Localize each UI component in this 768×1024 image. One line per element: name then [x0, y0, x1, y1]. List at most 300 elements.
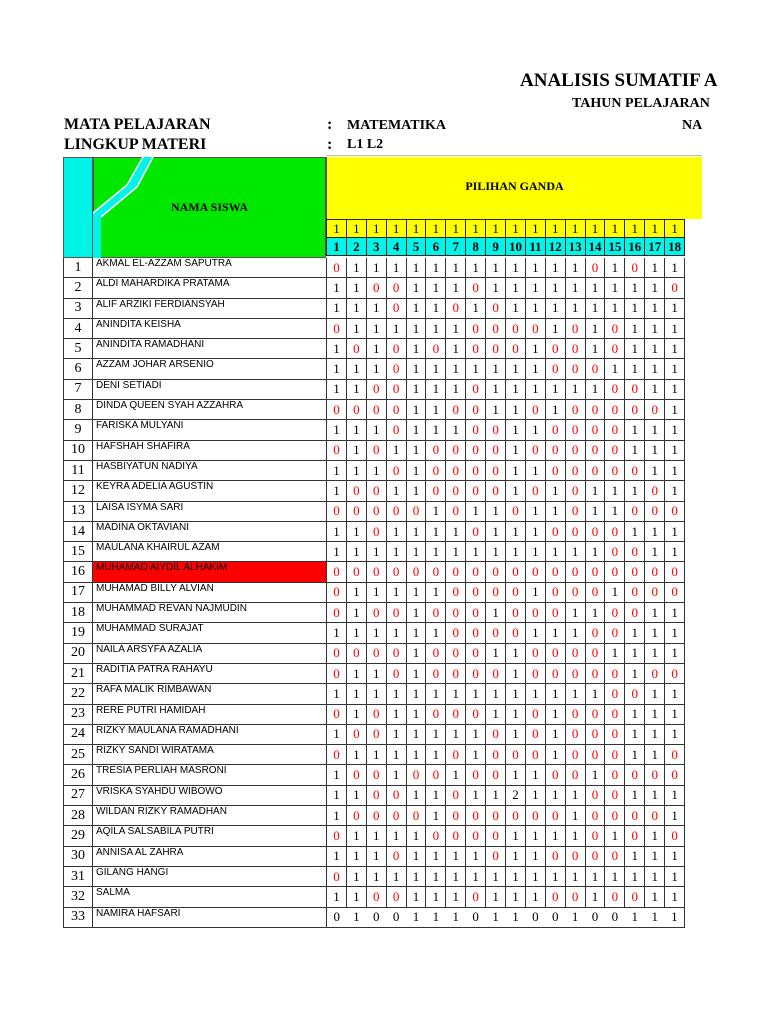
answer-score-cell[interactable]: 0	[545, 846, 565, 866]
student-name-cell[interactable]: MUHAMAD AIYDIL ALHAKIM	[93, 562, 327, 582]
answer-score-cell[interactable]: 1	[426, 420, 446, 440]
answer-score-cell[interactable]: 1	[506, 765, 526, 785]
answer-score-cell[interactable]: 1	[645, 866, 665, 886]
answer-score-cell[interactable]: 1	[346, 704, 366, 724]
answer-score-cell[interactable]: 1	[665, 359, 685, 379]
score-weight-cell[interactable]: 1	[506, 220, 526, 238]
answer-score-cell[interactable]: 0	[645, 562, 665, 582]
answer-score-cell[interactable]: 0	[585, 420, 605, 440]
answer-score-cell[interactable]: 1	[625, 785, 645, 805]
answer-score-cell[interactable]: 0	[386, 379, 406, 399]
answer-score-cell[interactable]: 0	[545, 420, 565, 440]
answer-score-cell[interactable]: 0	[525, 603, 545, 623]
answer-score-cell[interactable]: 0	[665, 745, 685, 765]
answer-score-cell[interactable]: 1	[426, 542, 446, 562]
answer-score-cell[interactable]: 0	[585, 359, 605, 379]
answer-score-cell[interactable]: 1	[406, 826, 426, 846]
student-number-cell[interactable]: 16	[64, 562, 93, 582]
answer-score-cell[interactable]: 1	[426, 258, 446, 278]
answer-score-cell[interactable]: 0	[327, 643, 347, 663]
answer-score-cell[interactable]: 0	[525, 318, 545, 338]
student-name-cell[interactable]: AKMAL EL-AZZAM SAPUTRA	[93, 258, 327, 278]
answer-score-cell[interactable]: 1	[525, 359, 545, 379]
answer-score-cell[interactable]: 1	[346, 846, 366, 866]
answer-score-cell[interactable]: 1	[466, 724, 486, 744]
answer-score-cell[interactable]: 1	[525, 765, 545, 785]
answer-score-cell[interactable]: 1	[426, 684, 446, 704]
answer-score-cell[interactable]: 0	[446, 481, 466, 501]
answer-score-cell[interactable]: 1	[406, 663, 426, 683]
answer-score-cell[interactable]: 1	[327, 887, 347, 907]
answer-score-cell[interactable]: 0	[366, 379, 386, 399]
answer-score-cell[interactable]: 1	[506, 440, 526, 460]
answer-score-cell[interactable]: 0	[545, 603, 565, 623]
student-number-cell[interactable]: 26	[64, 765, 93, 785]
student-name-cell[interactable]: GILANG HANGI	[93, 866, 327, 886]
answer-score-cell[interactable]: 0	[565, 318, 585, 338]
answer-score-cell[interactable]: 1	[506, 359, 526, 379]
answer-score-cell[interactable]: 0	[426, 481, 446, 501]
answer-score-cell[interactable]: 0	[506, 582, 526, 602]
answer-score-cell[interactable]: 1	[545, 501, 565, 521]
question-number-cell[interactable]: 18	[665, 238, 685, 256]
answer-score-cell[interactable]: 1	[486, 684, 506, 704]
name-header-cell[interactable]	[93, 157, 326, 258]
answer-score-cell[interactable]: 0	[625, 258, 645, 278]
answer-score-cell[interactable]: 0	[605, 603, 625, 623]
answer-score-cell[interactable]: 1	[645, 420, 665, 440]
score-weight-cell[interactable]: 1	[426, 220, 446, 238]
answer-score-cell[interactable]: 0	[466, 400, 486, 420]
answer-score-cell[interactable]: 0	[605, 318, 625, 338]
answer-score-cell[interactable]: 1	[506, 481, 526, 501]
question-number-cell[interactable]: 4	[386, 238, 406, 256]
score-weight-cell[interactable]: 1	[585, 220, 605, 238]
answer-score-cell[interactable]: 1	[506, 704, 526, 724]
answer-score-cell[interactable]: 1	[645, 521, 665, 541]
answer-score-cell[interactable]: 1	[466, 866, 486, 886]
answer-score-cell[interactable]: 0	[466, 643, 486, 663]
answer-score-cell[interactable]: 0	[426, 562, 446, 582]
answer-score-cell[interactable]: 1	[386, 684, 406, 704]
answer-score-cell[interactable]: 1	[665, 440, 685, 460]
answer-score-cell[interactable]: 1	[327, 846, 347, 866]
answer-score-cell[interactable]: 0	[346, 643, 366, 663]
answer-score-cell[interactable]: 0	[565, 400, 585, 420]
answer-score-cell[interactable]: 0	[486, 460, 506, 480]
answer-score-cell[interactable]: 0	[565, 440, 585, 460]
student-number-cell[interactable]: 13	[64, 501, 93, 521]
student-number-cell[interactable]: 33	[64, 907, 93, 927]
answer-score-cell[interactable]: 0	[327, 501, 347, 521]
answer-score-cell[interactable]: 0	[406, 806, 426, 826]
answer-score-cell[interactable]: 1	[645, 907, 665, 927]
answer-score-cell[interactable]: 0	[585, 663, 605, 683]
student-name-cell[interactable]: DENI SETIADI	[93, 379, 327, 399]
answer-score-cell[interactable]: 0	[466, 907, 486, 927]
answer-score-cell[interactable]: 0	[386, 846, 406, 866]
answer-score-cell[interactable]: 0	[585, 785, 605, 805]
answer-score-cell[interactable]: 1	[366, 684, 386, 704]
question-number-cell[interactable]: 16	[625, 238, 645, 256]
answer-score-cell[interactable]: 1	[327, 684, 347, 704]
answer-score-cell[interactable]: 0	[585, 440, 605, 460]
answer-score-cell[interactable]: 0	[625, 501, 645, 521]
answer-score-cell[interactable]: 1	[645, 542, 665, 562]
answer-score-cell[interactable]: 0	[625, 806, 645, 826]
answer-score-cell[interactable]: 0	[466, 339, 486, 359]
student-name-cell[interactable]: MAULANA KHAIRUL AZAM	[93, 542, 327, 562]
answer-score-cell[interactable]: 0	[605, 542, 625, 562]
answer-score-cell[interactable]: 1	[645, 359, 665, 379]
answer-score-cell[interactable]: 0	[545, 521, 565, 541]
answer-score-cell[interactable]: 1	[525, 846, 545, 866]
answer-score-cell[interactable]: 0	[366, 400, 386, 420]
answer-score-cell[interactable]: 0	[406, 765, 426, 785]
answer-score-cell[interactable]: 0	[366, 765, 386, 785]
answer-score-cell[interactable]: 0	[545, 339, 565, 359]
answer-score-cell[interactable]: 0	[625, 603, 645, 623]
answer-score-cell[interactable]: 0	[645, 481, 665, 501]
answer-score-cell[interactable]: 1	[665, 400, 685, 420]
answer-score-cell[interactable]: 1	[486, 704, 506, 724]
question-number-cell[interactable]: 17	[645, 238, 665, 256]
answer-score-cell[interactable]: 1	[625, 339, 645, 359]
answer-score-cell[interactable]: 1	[426, 745, 446, 765]
answer-score-cell[interactable]: 1	[645, 684, 665, 704]
answer-score-cell[interactable]: 0	[486, 663, 506, 683]
answer-score-cell[interactable]: 1	[565, 866, 585, 886]
answer-score-cell[interactable]: 1	[406, 724, 426, 744]
answer-score-cell[interactable]: 1	[386, 724, 406, 744]
answer-score-cell[interactable]: 0	[446, 582, 466, 602]
student-number-cell[interactable]: 31	[64, 866, 93, 886]
answer-score-cell[interactable]: 1	[625, 907, 645, 927]
answer-score-cell[interactable]: 1	[406, 907, 426, 927]
student-number-cell[interactable]: 14	[64, 521, 93, 541]
answer-score-cell[interactable]: 1	[545, 684, 565, 704]
answer-score-cell[interactable]: 0	[466, 806, 486, 826]
answer-score-cell[interactable]: 0	[625, 826, 645, 846]
answer-score-cell[interactable]: 1	[545, 258, 565, 278]
answer-score-cell[interactable]: 0	[426, 704, 446, 724]
student-name-cell[interactable]: KEYRA ADELIA AGUSTIN	[93, 481, 327, 501]
answer-score-cell[interactable]: 1	[545, 278, 565, 298]
answer-score-cell[interactable]: 1	[545, 542, 565, 562]
answer-score-cell[interactable]: 1	[525, 785, 545, 805]
score-weight-cell[interactable]: 1	[645, 220, 665, 238]
answer-score-cell[interactable]: 0	[545, 643, 565, 663]
student-name-cell[interactable]: NAMIRA HAFSARI	[93, 907, 327, 927]
multiple-choice-header-cell[interactable]	[326, 157, 702, 219]
answer-score-cell[interactable]: 0	[386, 562, 406, 582]
answer-score-cell[interactable]: 1	[486, 866, 506, 886]
answer-score-cell[interactable]: 0	[426, 460, 446, 480]
answer-score-cell[interactable]: 0	[386, 460, 406, 480]
student-name-cell[interactable]: NAILA ARSYFA AZALIA	[93, 643, 327, 663]
answer-score-cell[interactable]: 1	[366, 258, 386, 278]
answer-score-cell[interactable]: 1	[406, 258, 426, 278]
answer-score-cell[interactable]: 1	[545, 724, 565, 744]
answer-score-cell[interactable]: 1	[545, 379, 565, 399]
answer-score-cell[interactable]: 1	[486, 907, 506, 927]
answer-score-cell[interactable]: 1	[327, 481, 347, 501]
answer-score-cell[interactable]: 1	[386, 623, 406, 643]
answer-score-cell[interactable]: 1	[545, 745, 565, 765]
answer-score-cell[interactable]: 1	[506, 420, 526, 440]
answer-score-cell[interactable]: 1	[466, 359, 486, 379]
answer-score-cell[interactable]: 1	[327, 420, 347, 440]
answer-score-cell[interactable]: 1	[346, 603, 366, 623]
answer-score-cell[interactable]: 1	[466, 684, 486, 704]
score-weight-cell[interactable]: 1	[386, 220, 406, 238]
answer-score-cell[interactable]: 1	[506, 663, 526, 683]
answer-score-cell[interactable]: 1	[605, 826, 625, 846]
answer-score-cell[interactable]: 1	[665, 481, 685, 501]
answer-score-cell[interactable]: 1	[625, 298, 645, 318]
answer-score-cell[interactable]: 0	[486, 481, 506, 501]
answer-score-cell[interactable]: 1	[446, 339, 466, 359]
answer-score-cell[interactable]: 0	[506, 562, 526, 582]
answer-score-cell[interactable]: 1	[565, 684, 585, 704]
student-number-cell[interactable]: 3	[64, 298, 93, 318]
answer-score-cell[interactable]: 0	[645, 501, 665, 521]
question-number-cell[interactable]: 13	[565, 238, 585, 256]
answer-score-cell[interactable]: 0	[625, 562, 645, 582]
answer-score-cell[interactable]: 0	[466, 460, 486, 480]
answer-score-cell[interactable]: 1	[426, 582, 446, 602]
answer-score-cell[interactable]: 1	[565, 806, 585, 826]
answer-score-cell[interactable]: 0	[366, 785, 386, 805]
answer-score-cell[interactable]: 1	[406, 866, 426, 886]
answer-score-cell[interactable]: 1	[386, 582, 406, 602]
student-number-cell[interactable]: 6	[64, 359, 93, 379]
answer-score-cell[interactable]: 0	[665, 826, 685, 846]
student-name-cell[interactable]: MUHAMMAD SURAJAT	[93, 623, 327, 643]
answer-score-cell[interactable]: 0	[585, 460, 605, 480]
answer-score-cell[interactable]: 0	[366, 501, 386, 521]
answer-score-cell[interactable]: 1	[525, 339, 545, 359]
answer-score-cell[interactable]: 1	[346, 745, 366, 765]
answer-score-cell[interactable]: 0	[346, 481, 366, 501]
answer-score-cell[interactable]: 1	[426, 501, 446, 521]
answer-score-cell[interactable]: 1	[406, 582, 426, 602]
answer-score-cell[interactable]: 0	[565, 846, 585, 866]
answer-score-cell[interactable]: 0	[386, 785, 406, 805]
score-weight-cell[interactable]: 1	[605, 220, 625, 238]
answer-score-cell[interactable]: 1	[406, 359, 426, 379]
answer-score-cell[interactable]: 1	[406, 603, 426, 623]
answer-score-cell[interactable]: 0	[426, 663, 446, 683]
answer-score-cell[interactable]: 1	[645, 298, 665, 318]
answer-score-cell[interactable]: 0	[327, 562, 347, 582]
answer-score-cell[interactable]: 1	[665, 623, 685, 643]
answer-score-cell[interactable]: 1	[506, 278, 526, 298]
answer-score-cell[interactable]: 0	[525, 643, 545, 663]
answer-score-cell[interactable]: 0	[327, 704, 347, 724]
answer-score-cell[interactable]: 1	[386, 826, 406, 846]
answer-score-cell[interactable]: 1	[506, 258, 526, 278]
answer-score-cell[interactable]: 0	[605, 339, 625, 359]
answer-score-cell[interactable]: 1	[346, 663, 366, 683]
answer-score-cell[interactable]: 0	[545, 359, 565, 379]
answer-score-cell[interactable]: 1	[645, 258, 665, 278]
student-name-cell[interactable]: HAFSHAH SHAFIRA	[93, 440, 327, 460]
answer-score-cell[interactable]: 0	[406, 501, 426, 521]
answer-score-cell[interactable]: 0	[585, 826, 605, 846]
score-weight-cell[interactable]: 1	[665, 220, 685, 238]
answer-score-cell[interactable]: 0	[346, 724, 366, 744]
answer-score-cell[interactable]: 1	[506, 887, 526, 907]
answer-score-cell[interactable]: 1	[366, 318, 386, 338]
answer-score-cell[interactable]: 0	[665, 765, 685, 785]
answer-score-cell[interactable]: 0	[466, 379, 486, 399]
student-name-cell[interactable]: RAFA MALIK RIMBAWAN	[93, 684, 327, 704]
student-number-cell[interactable]: 27	[64, 785, 93, 805]
answer-score-cell[interactable]: 0	[565, 724, 585, 744]
student-name-cell[interactable]: LAISA ISYMA SARI	[93, 501, 327, 521]
answer-score-cell[interactable]: 1	[346, 379, 366, 399]
answer-score-cell[interactable]: 0	[466, 481, 486, 501]
answer-score-cell[interactable]: 1	[545, 481, 565, 501]
answer-score-cell[interactable]: 0	[545, 460, 565, 480]
answer-score-cell[interactable]: 0	[625, 582, 645, 602]
answer-score-cell[interactable]: 1	[406, 704, 426, 724]
answer-score-cell[interactable]: 1	[625, 866, 645, 886]
answer-score-cell[interactable]: 0	[506, 318, 526, 338]
answer-score-cell[interactable]: 1	[406, 521, 426, 541]
student-number-cell[interactable]: 29	[64, 826, 93, 846]
student-number-cell[interactable]: 12	[64, 481, 93, 501]
student-number-cell[interactable]: 9	[64, 420, 93, 440]
answer-score-cell[interactable]: 0	[605, 806, 625, 826]
answer-score-cell[interactable]: 1	[327, 298, 347, 318]
answer-score-cell[interactable]: 0	[665, 562, 685, 582]
answer-score-cell[interactable]: 1	[645, 785, 665, 805]
answer-score-cell[interactable]: 1	[625, 846, 645, 866]
answer-score-cell[interactable]: 0	[625, 400, 645, 420]
answer-score-cell[interactable]: 0	[426, 765, 446, 785]
answer-score-cell[interactable]: 1	[386, 704, 406, 724]
answer-score-cell[interactable]: 0	[486, 826, 506, 846]
answer-score-cell[interactable]: 0	[426, 643, 446, 663]
question-number-cell[interactable]: 7	[446, 238, 466, 256]
answer-score-cell[interactable]: 1	[525, 542, 545, 562]
answer-score-cell[interactable]: 1	[426, 785, 446, 805]
answer-score-cell[interactable]: 1	[406, 846, 426, 866]
answer-score-cell[interactable]: 0	[327, 582, 347, 602]
answer-score-cell[interactable]: 1	[386, 866, 406, 886]
answer-score-cell[interactable]: 0	[565, 643, 585, 663]
answer-score-cell[interactable]: 0	[565, 745, 585, 765]
student-number-cell[interactable]: 17	[64, 582, 93, 602]
answer-score-cell[interactable]: 0	[426, 603, 446, 623]
answer-score-cell[interactable]: 1	[545, 400, 565, 420]
student-number-cell[interactable]: 18	[64, 603, 93, 623]
answer-score-cell[interactable]: 0	[525, 745, 545, 765]
answer-score-cell[interactable]: 1	[486, 501, 506, 521]
answer-score-cell[interactable]: 1	[406, 623, 426, 643]
answer-score-cell[interactable]: 0	[545, 907, 565, 927]
answer-score-cell[interactable]: 1	[366, 542, 386, 562]
answer-score-cell[interactable]: 0	[665, 582, 685, 602]
answer-score-cell[interactable]: 1	[605, 501, 625, 521]
answer-score-cell[interactable]: 0	[565, 521, 585, 541]
answer-score-cell[interactable]: 1	[406, 643, 426, 663]
answer-score-cell[interactable]: 0	[466, 887, 486, 907]
answer-score-cell[interactable]: 0	[665, 278, 685, 298]
answer-score-cell[interactable]: 0	[506, 603, 526, 623]
answer-score-cell[interactable]: 0	[625, 765, 645, 785]
answer-score-cell[interactable]: 0	[605, 684, 625, 704]
answer-score-cell[interactable]: 1	[426, 887, 446, 907]
answer-score-cell[interactable]: 1	[406, 887, 426, 907]
answer-score-cell[interactable]: 1	[366, 298, 386, 318]
answer-score-cell[interactable]: 1	[565, 785, 585, 805]
answer-score-cell[interactable]: 0	[486, 724, 506, 744]
answer-score-cell[interactable]: 0	[466, 318, 486, 338]
answer-score-cell[interactable]: 1	[346, 521, 366, 541]
answer-score-cell[interactable]: 0	[525, 907, 545, 927]
answer-score-cell[interactable]: 0	[605, 379, 625, 399]
number-header-cell[interactable]	[63, 157, 93, 258]
answer-score-cell[interactable]: 0	[585, 846, 605, 866]
answer-score-cell[interactable]: 1	[565, 278, 585, 298]
answer-score-cell[interactable]: 1	[466, 501, 486, 521]
answer-score-cell[interactable]: 0	[525, 440, 545, 460]
answer-score-cell[interactable]: 1	[346, 460, 366, 480]
answer-score-cell[interactable]: 1	[665, 420, 685, 440]
answer-score-cell[interactable]: 0	[346, 562, 366, 582]
answer-score-cell[interactable]: 1	[426, 866, 446, 886]
answer-score-cell[interactable]: 0	[486, 420, 506, 440]
student-name-cell[interactable]: RADITIA PATRA RAHAYU	[93, 663, 327, 683]
answer-score-cell[interactable]: 1	[506, 846, 526, 866]
answer-score-cell[interactable]: 0	[466, 582, 486, 602]
answer-score-cell[interactable]: 1	[327, 765, 347, 785]
answer-score-cell[interactable]: 1	[486, 785, 506, 805]
answer-score-cell[interactable]: 0	[386, 400, 406, 420]
student-number-cell[interactable]: 30	[64, 846, 93, 866]
answer-score-cell[interactable]: 1	[506, 379, 526, 399]
answer-score-cell[interactable]: 0	[605, 887, 625, 907]
answer-score-cell[interactable]: 1	[466, 258, 486, 278]
answer-score-cell[interactable]: 0	[386, 643, 406, 663]
answer-score-cell[interactable]: 1	[386, 521, 406, 541]
answer-score-cell[interactable]: 0	[525, 806, 545, 826]
answer-score-cell[interactable]: 1	[446, 724, 466, 744]
answer-score-cell[interactable]: 1	[605, 643, 625, 663]
answer-score-cell[interactable]: 1	[446, 318, 466, 338]
answer-score-cell[interactable]: 1	[525, 278, 545, 298]
answer-score-cell[interactable]: 1	[585, 603, 605, 623]
student-number-cell[interactable]: 2	[64, 278, 93, 298]
answer-score-cell[interactable]: 1	[545, 826, 565, 846]
answer-score-cell[interactable]: 1	[327, 521, 347, 541]
answer-score-cell[interactable]: 0	[346, 400, 366, 420]
answer-score-cell[interactable]: 1	[346, 542, 366, 562]
answer-score-cell[interactable]: 0	[506, 623, 526, 643]
answer-score-cell[interactable]: 0	[605, 623, 625, 643]
answer-score-cell[interactable]: 0	[565, 663, 585, 683]
answer-score-cell[interactable]: 0	[446, 501, 466, 521]
answer-score-cell[interactable]: 1	[605, 481, 625, 501]
answer-score-cell[interactable]: 0	[386, 278, 406, 298]
answer-score-cell[interactable]: 1	[565, 258, 585, 278]
student-name-cell[interactable]: SALMA	[93, 887, 327, 907]
answer-score-cell[interactable]: 0	[327, 258, 347, 278]
answer-score-cell[interactable]: 1	[327, 785, 347, 805]
